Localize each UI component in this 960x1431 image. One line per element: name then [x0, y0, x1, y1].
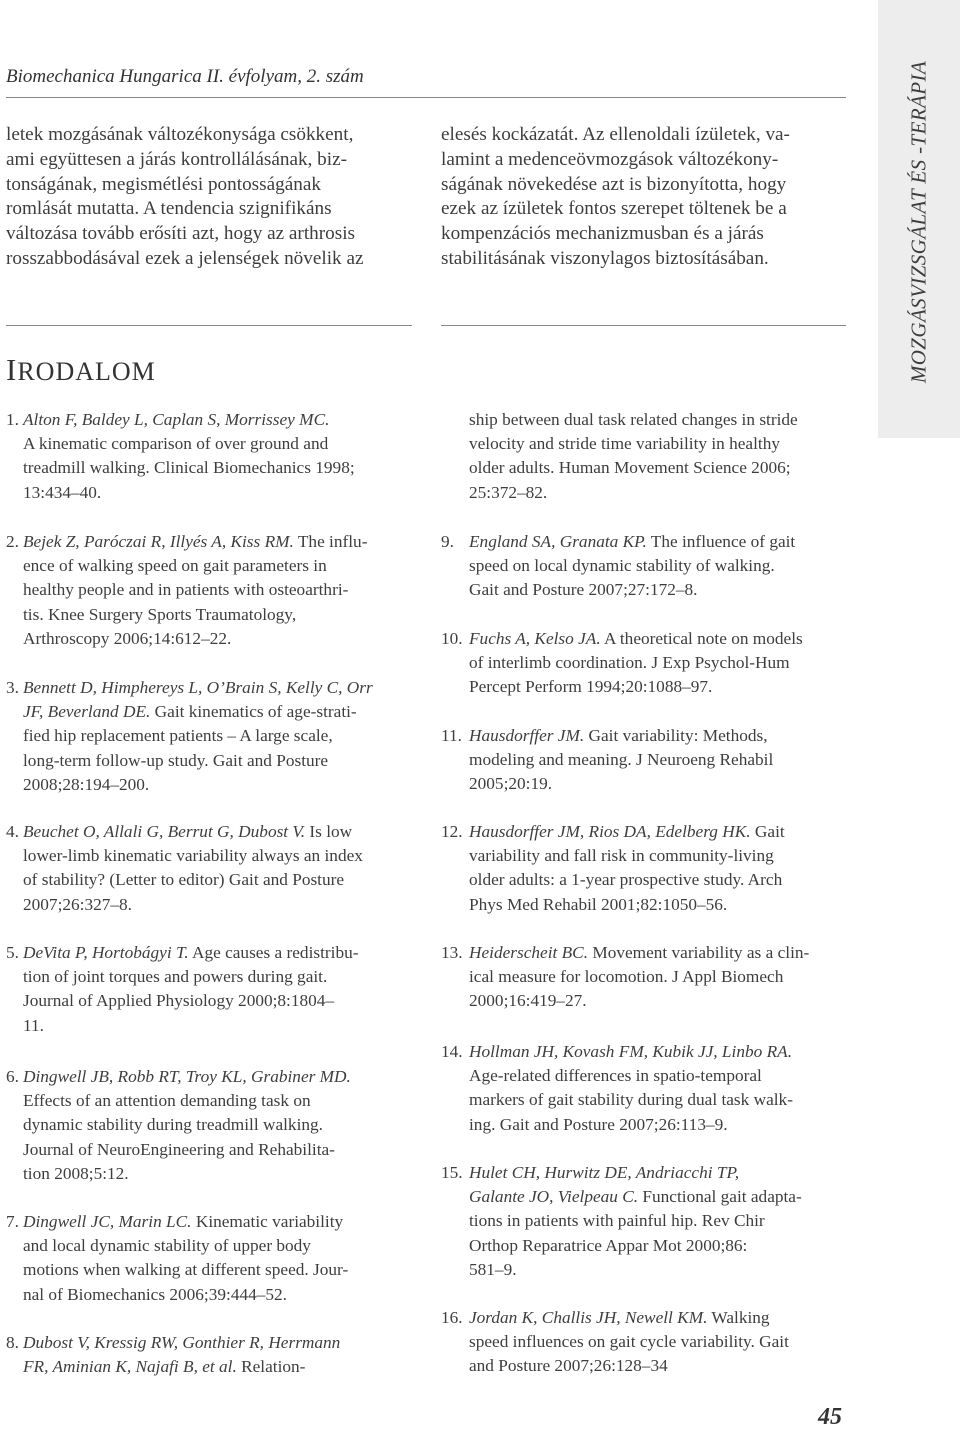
ref-line: 2000;16:419–27.	[469, 991, 587, 1011]
ref-first-line	[441, 1040, 846, 1064]
ref-first-line	[6, 820, 412, 844]
ref-text: The influ-	[293, 532, 368, 551]
ref-authors: JF, Beverland DE.	[23, 702, 151, 722]
ref-line: 2008;28:194–200.	[23, 774, 150, 794]
ref-authors: Hausdorffer JM, Rios DA, Edelberg HK.	[469, 822, 751, 841]
ref-authors: Beuchet O, Allali G, Berrut G, Dubost V.	[23, 822, 306, 841]
ref-authors: Hollman JH, Kovash FM, Kubik JJ, Linbo RA.	[469, 1042, 793, 1061]
ref-first-line	[6, 1210, 412, 1234]
ref-text: Age causes a redistribu-	[188, 943, 359, 962]
ref-authors: Dingwell JC, Marin LC.	[23, 1212, 192, 1231]
ref-line: dynamic stability during treadmill walking.	[23, 1115, 323, 1135]
ref-line: treadmill walking. Clinical Biomechanics 1998;	[23, 458, 355, 478]
ref-line: nal of Biomechanics 2006;39:444–52.	[23, 1284, 287, 1304]
text-line: ezek az ízületek fontos szerepet töltenek be a	[441, 198, 787, 220]
ref-line: 11.	[23, 1015, 44, 1035]
ref-line: 25:372–82.	[469, 482, 548, 502]
ref-authors: Jordan K, Challis JH, Newell KM.	[469, 1308, 708, 1327]
ref-line: motions when walking at different speed. Jour-	[23, 1260, 349, 1280]
ref-first-line	[441, 1306, 846, 1330]
ref-line: Journal of NeuroEngineering and Rehabilita-	[23, 1139, 335, 1159]
ref-line: ship between dual task related changes in stride	[469, 410, 798, 429]
ref-authors: Dubost V, Kressig RW, Gonthier R, Herrmann	[23, 1333, 341, 1352]
ref-authors: Hulet CH, Hurwitz DE, Andriacchi TP,	[469, 1163, 740, 1182]
ref-line: ence of walking speed on gait parameters in	[23, 556, 327, 576]
ref-line: variability and fall risk in community-living	[469, 846, 774, 866]
ref-line: older adults: a 1-year prospective study. Arch	[469, 870, 783, 890]
reference-item	[6, 676, 412, 797]
ref-line: tion 2008;5:12.	[23, 1163, 129, 1183]
ref-authors: DeVita P, Hortobágyi T.	[23, 943, 189, 962]
ref-line: markers of gait stability during dual task walk-	[469, 1090, 793, 1110]
ref-text: Is low	[305, 822, 353, 841]
ref-first-line	[441, 1161, 846, 1185]
ref-first-line	[6, 530, 412, 554]
ref-line: Arthroscopy 2006;14:612–22.	[23, 628, 232, 648]
ref-line: speed influences on gait cycle variability. Gait	[469, 1332, 789, 1352]
text-line: változása tovább erősíti azt, hogy az arthrosis	[6, 223, 355, 245]
reference-item	[6, 1210, 412, 1307]
ref-line: ical measure for locomotion. J Appl Biomech	[469, 967, 784, 987]
ref-authors: Galante JO, Vielpeau C.	[469, 1187, 639, 1207]
ref-line	[6, 1355, 412, 1379]
header-rule	[6, 97, 846, 98]
journal-running-title: Biomechanica Hungarica II. évfolyam, 2. szám	[6, 66, 364, 87]
ref-text: Gait variability: Methods,	[584, 726, 768, 745]
ref-line: Effects of an attention demanding task on	[23, 1091, 311, 1111]
ref-first-line	[441, 530, 846, 554]
body-text-right	[441, 123, 846, 272]
heading-initial: I	[6, 352, 18, 387]
reference-item	[441, 1306, 846, 1379]
ref-line: Gait and Posture 2007;27:172–8.	[469, 580, 698, 600]
ref-number: 7.	[6, 1212, 19, 1231]
ref-first-line	[441, 627, 846, 651]
heading-rest: RODALOM	[17, 357, 156, 386]
ref-line: velocity and stride time variability in healthy	[469, 434, 780, 454]
text-line: stabilitásának viszonylagos biztosításában.	[441, 247, 769, 269]
ref-line: 2007;26:327–8.	[23, 894, 132, 914]
reference-item	[441, 724, 846, 797]
text-line: lamint a medenceövmozgások változékony-	[441, 148, 779, 170]
ref-line	[6, 700, 412, 724]
ref-authors: England SA, Granata KP.	[469, 532, 647, 551]
ref-text: Functional gait adapta-	[638, 1187, 802, 1207]
ref-line: lower-limb kinematic variability always an index	[23, 846, 363, 866]
reference-item	[441, 1040, 846, 1137]
reference-item	[6, 408, 412, 505]
ref-number: 2.	[6, 532, 19, 551]
text-line: rosszabbodásával ezek a jelenségek növelik az	[6, 247, 364, 269]
ref-line: modeling and meaning. J Neuroeng Rehabil	[469, 750, 774, 770]
ref-line: ing. Gait and Posture 2007;26:113–9.	[469, 1114, 728, 1134]
ref-number: 13.	[441, 943, 463, 962]
text-line: elesés kockázatát. Az ellenoldali ízületek, va-	[441, 124, 790, 145]
ref-line: Age-related differences in spatio-temporal	[469, 1066, 762, 1086]
reference-item	[441, 1161, 846, 1282]
ref-text: A theoretical note on models	[600, 629, 803, 648]
ref-line: Journal of Applied Physiology 2000;8:1804–	[23, 991, 335, 1011]
ref-line: Phys Med Rehabil 2001;82:1050–56.	[469, 894, 728, 914]
ref-line: 13:434–40.	[23, 482, 102, 502]
reference-continuation	[469, 408, 846, 505]
ref-number: 11.	[441, 726, 462, 745]
page-number: 45	[818, 1404, 842, 1430]
ref-line: of stability? (Letter to editor) Gait and Posture	[23, 870, 345, 890]
ref-number: 12.	[441, 822, 463, 841]
text-line: kompenzációs mechanizmusban és a járás	[441, 223, 764, 245]
ref-line: tion of joint torques and powers during gait.	[23, 967, 328, 987]
reference-item	[6, 1065, 412, 1186]
ref-authors: Alton F, Baldey L, Caplan S, Morrissey MC.	[23, 410, 330, 429]
text-line: romlását mutatta. A tendencia szignifikáns	[6, 198, 332, 220]
ref-number: 6.	[6, 1067, 19, 1086]
reference-item	[6, 820, 412, 917]
ref-number: 1.	[6, 410, 19, 429]
ref-authors: Dingwell JB, Robb RT, Troy KL, Grabiner MD.	[23, 1067, 351, 1086]
ref-line: long-term follow-up study. Gait and Posture	[23, 750, 329, 770]
reference-item	[441, 530, 846, 603]
ref-first-line	[441, 724, 846, 748]
ref-line: of interlimb coordination. J Exp Psychol-Hum	[469, 653, 790, 673]
reference-item	[441, 941, 846, 1014]
ref-text: Relation-	[236, 1357, 306, 1377]
ref-number: 5.	[6, 943, 19, 962]
ref-number: 16.	[441, 1308, 463, 1327]
section-rule-left	[6, 325, 412, 326]
reference-item	[6, 1331, 412, 1379]
reference-item	[6, 530, 412, 651]
ref-first-line	[6, 941, 412, 965]
ref-number: 3.	[6, 678, 19, 697]
ref-authors: Fuchs A, Kelso JA.	[469, 629, 601, 648]
ref-first-line	[441, 941, 846, 965]
sidebar-label: MOZGÁSVIZSGÁLAT ÉS -TERÁPIA	[906, 60, 931, 384]
ref-line: and Posture 2007;26:128–34	[469, 1356, 668, 1376]
ref-first-line	[6, 408, 412, 432]
ref-first-line	[6, 1331, 412, 1355]
reference-item	[441, 820, 846, 917]
ref-line: Orthop Reparatrice Appar Mot 2000;86:	[469, 1235, 748, 1255]
ref-line: A kinematic comparison of over ground and	[23, 434, 329, 454]
ref-number: 15.	[441, 1163, 463, 1182]
ref-line: tis. Knee Surgery Sports Traumatology,	[23, 604, 297, 624]
text-line: letek mozgásának változékonysága csökkent,	[6, 124, 354, 145]
ref-authors: Hausdorffer JM.	[469, 726, 585, 745]
ref-number: 10.	[441, 629, 463, 648]
ref-line: older adults. Human Movement Science 2006;	[469, 458, 791, 478]
ref-text: Movement variability as a clin-	[588, 943, 810, 962]
ref-line: and local dynamic stability of upper body	[23, 1236, 311, 1256]
ref-authors: FR, Aminian K, Najafi B, et al.	[23, 1357, 237, 1377]
ref-authors: Heiderscheit BC.	[469, 943, 589, 962]
ref-number: 8.	[6, 1333, 19, 1352]
ref-line: tions in patients with painful hip. Rev Chir	[469, 1211, 765, 1231]
ref-line: Percept Perform 1994;20:1088–97.	[469, 677, 713, 697]
ref-first-line	[6, 676, 412, 700]
ref-text: Walking	[707, 1308, 770, 1327]
section-heading	[6, 352, 156, 388]
reference-item	[6, 941, 412, 1038]
text-line: ságának növekedése azt is bizonyította, hogy	[441, 173, 787, 195]
text-line: tonságának, megismétlési pontosságának	[6, 173, 321, 195]
reference-item	[441, 627, 846, 700]
ref-first-line	[6, 1065, 412, 1089]
ref-text: Gait kinematics of age-strati-	[150, 702, 357, 722]
body-text-left	[6, 123, 412, 272]
ref-text: Kinematic variability	[191, 1212, 344, 1231]
ref-authors: Bennett D, Himphereys L, O’Brain S, Kelly C, Orr	[23, 678, 373, 697]
ref-text: Gait	[750, 822, 785, 841]
ref-line: healthy people and in patients with osteoarthri-	[23, 580, 349, 600]
ref-authors: Bejek Z, Paróczai R, Illyés A, Kiss RM.	[23, 532, 294, 551]
ref-line: 581–9.	[469, 1259, 517, 1279]
ref-number: 4.	[6, 822, 19, 841]
ref-line	[441, 1185, 846, 1209]
ref-line: speed on local dynamic stability of walking.	[469, 556, 775, 576]
section-rule-right	[441, 325, 846, 326]
ref-number: 9.	[441, 532, 454, 551]
ref-line: fied hip replacement patients – A large scale,	[23, 726, 333, 746]
ref-first-line	[441, 820, 846, 844]
text-line: ami együttesen a járás kontrollálásának, biz-	[6, 148, 347, 170]
ref-number: 14.	[441, 1042, 463, 1061]
ref-text: The influence of gait	[646, 532, 796, 551]
ref-line: 2005;20:19.	[469, 774, 553, 794]
